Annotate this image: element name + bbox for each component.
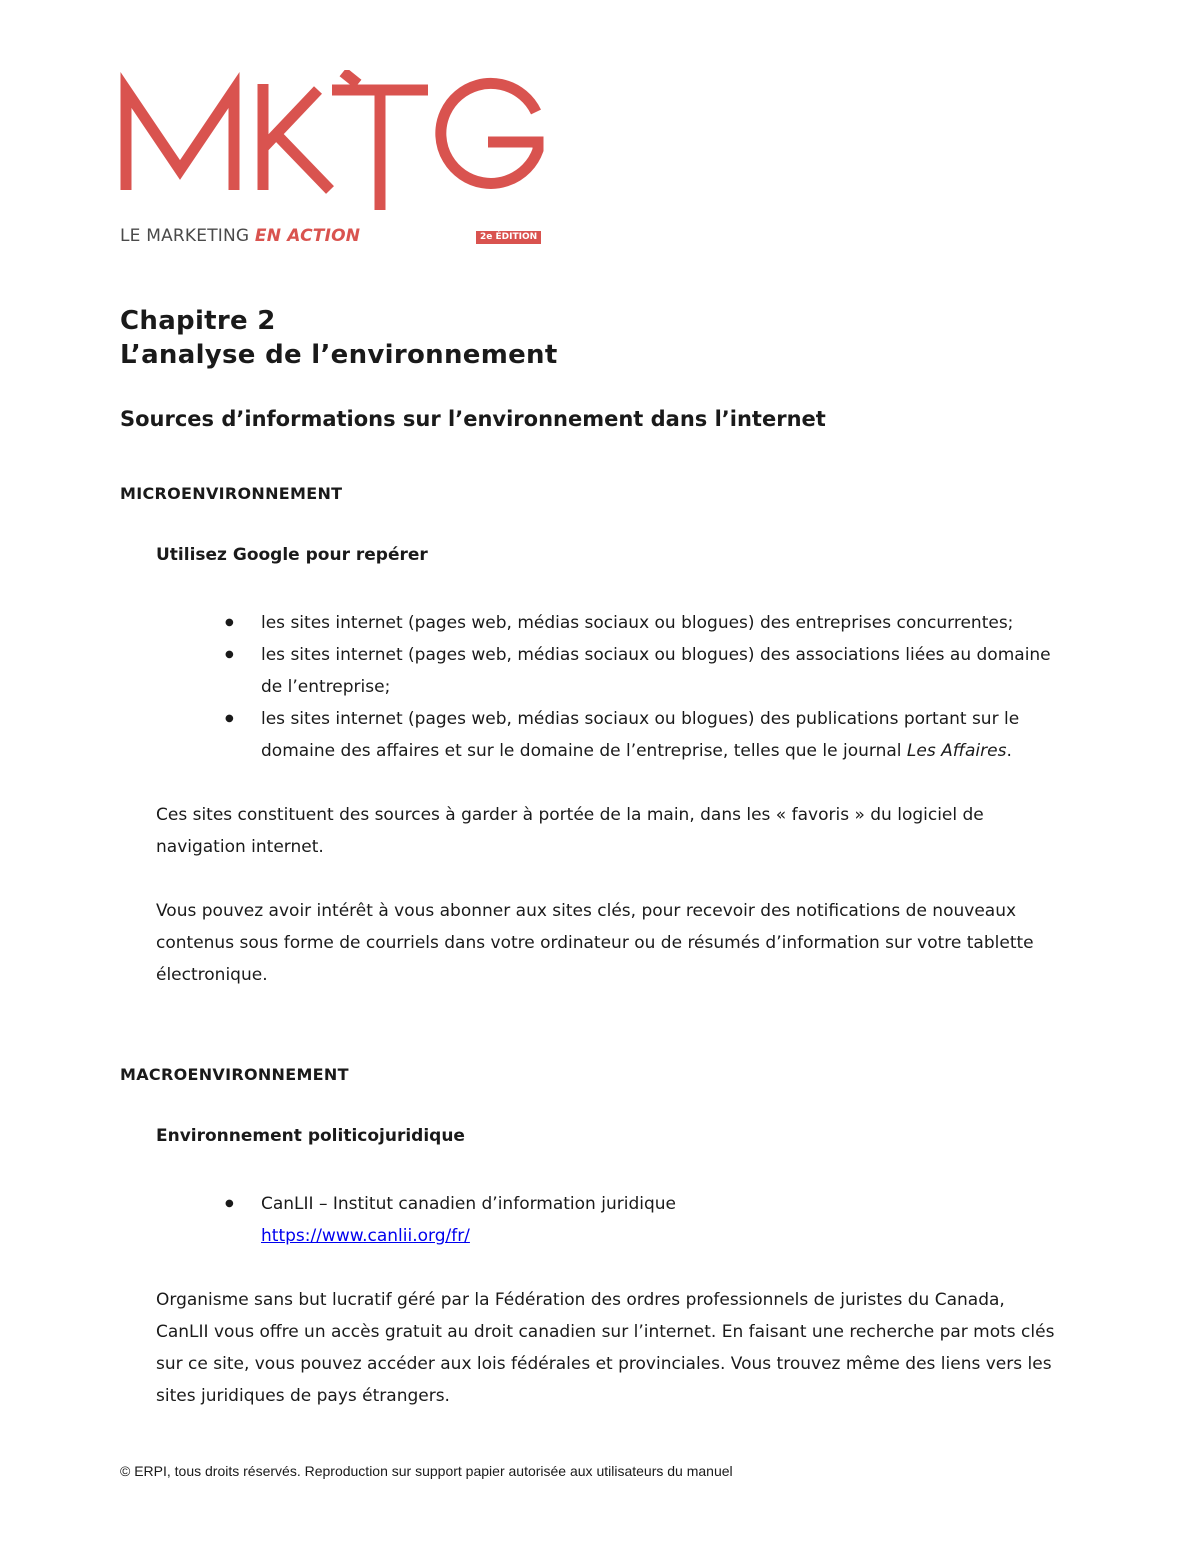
list-item — [261, 703, 1080, 767]
canlii-title: CanLII – Institut canadien d’information juridique — [261, 1194, 676, 1214]
macro-bullet-list — [120, 1188, 1080, 1252]
micro-heading: MICROENVIRONNEMENT — [120, 484, 343, 503]
mktg-logo — [118, 70, 548, 250]
copyright-footer: © ERPI, tous droits réservés. Reproduction sur support papier autorisée aux utilisateurs du manuel — [120, 1463, 733, 1479]
micro-bullet-list — [120, 607, 1080, 767]
document-body — [120, 304, 1080, 1412]
edition-badge: 2e ÉDITION — [476, 231, 541, 244]
list-item-text: les sites internet (pages web, médias sociaux ou blogues) des publications portant sur le domaine des affaires et sur le domaine de l’entreprise, telles que le journal — [261, 709, 1020, 761]
micro-paragraph-favorites: Ces sites constituent des sources à garder à portée de la main, dans les « favoris » du logiciel de navigation internet. — [156, 805, 984, 857]
mktg-wordmark-logo — [118, 70, 548, 220]
micro-subheading: Utilisez Google pour repérer — [156, 545, 428, 565]
journal-name: Les Affaires — [906, 741, 1007, 761]
logo-tagline — [120, 226, 360, 246]
tagline-accent: EN ACTION — [254, 226, 361, 246]
macro-heading: MACROENVIRONNEMENT — [120, 1065, 349, 1084]
document-subtitle: Sources d’informations sur l’environnement dans l’internet — [120, 407, 826, 431]
tagline-plain: LE MARKETING — [120, 226, 255, 246]
list-item — [261, 1188, 1080, 1252]
macro-paragraph-canlii: Organisme sans but lucratif géré par la Fédération des ordres professionnels de juristes du Canada, CanLII vous offre un accès gratuit au droit canadien sur l’internet. En faisant une recherche par mots clés sur ce site, vous pouvez accéder aux lois fédérales et provinciales. Vous trouvez même des liens vers les sites juridiques de pays étrangers. — [156, 1290, 1055, 1406]
canlii-link[interactable]: https://www.canlii.org/fr/ — [261, 1226, 470, 1246]
macro-subheading: Environnement politicojuridique — [156, 1126, 465, 1146]
list-item-end: . — [1006, 741, 1012, 761]
list-item: ● les sites internet (pages web, médias sociaux ou blogues) des entreprises concurrentes; — [261, 607, 1080, 639]
micro-paragraph-subscribe: Vous pouvez avoir intérêt à vous abonner aux sites clés, pour recevoir des notifications de nouveaux contenus sous forme de courriels dans votre ordinateur ou de résumés d’information sur votre tablette électronique. — [156, 901, 1034, 985]
chapter-number: Chapitre 2 — [120, 306, 276, 336]
chapter-heading — [120, 304, 1080, 372]
list-item: ● les sites internet (pages web, médias sociaux ou blogues) des associations liées au domaine de l’entreprise; — [261, 639, 1080, 703]
chapter-title: L’analyse de l’environnement — [120, 340, 558, 370]
